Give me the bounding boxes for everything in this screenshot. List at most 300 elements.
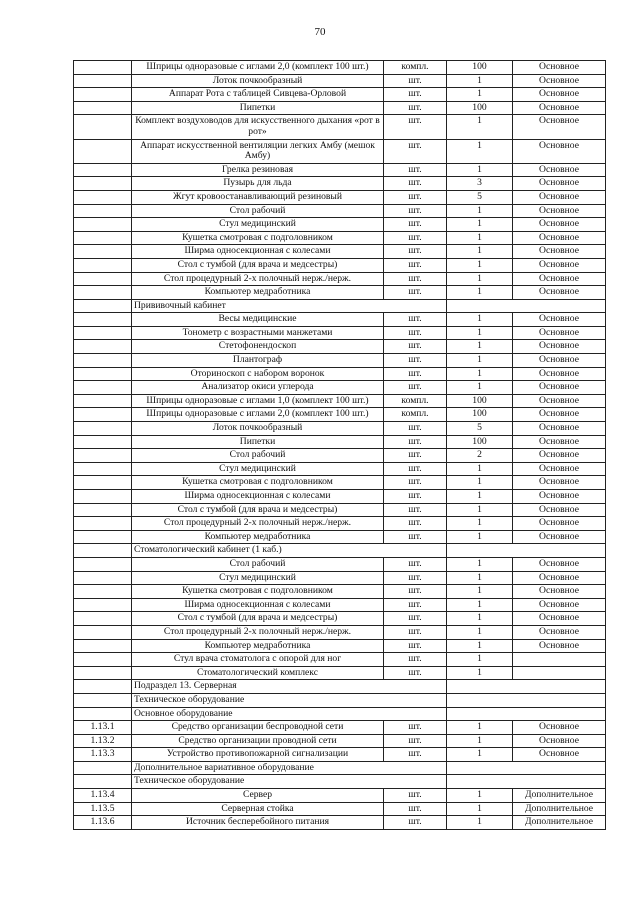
- item-quantity: 1: [447, 802, 513, 816]
- item-number: [74, 449, 132, 463]
- item-type: Основное: [513, 139, 606, 163]
- table-row: [74, 530, 606, 544]
- table-row: [74, 571, 606, 585]
- item-number: [74, 204, 132, 218]
- item-name: Средство организации беспроводной сети: [132, 721, 384, 735]
- item-number: 1.13.5: [74, 802, 132, 816]
- item-name: Стол процедурный 2-х полочный нерж./нерж.: [132, 517, 384, 531]
- item-type: Основное: [513, 354, 606, 368]
- item-number: [74, 74, 132, 88]
- table-row: [74, 503, 606, 517]
- table-row: [74, 313, 606, 327]
- item-unit: шт.: [384, 639, 447, 653]
- item-type: Основное: [513, 639, 606, 653]
- page-number: 70: [314, 26, 326, 38]
- item-type: Основное: [513, 503, 606, 517]
- table-row: [74, 74, 606, 88]
- item-quantity: 1: [447, 612, 513, 626]
- item-name: Весы медицинские: [132, 313, 384, 327]
- equipment-table: [73, 60, 606, 830]
- item-name: Шприцы одноразовые с иглами 1,0 (комплект 100 шт.): [132, 394, 384, 408]
- table-row: [74, 204, 606, 218]
- item-quantity: 1: [447, 585, 513, 599]
- table-row: [74, 585, 606, 599]
- item-name: Сервер: [132, 789, 384, 803]
- table-row: [74, 177, 606, 191]
- item-type: Основное: [513, 571, 606, 585]
- item-unit: шт.: [384, 612, 447, 626]
- item-number: [74, 394, 132, 408]
- section-title: Основное оборудование: [132, 707, 447, 721]
- item-number: [74, 666, 132, 680]
- item-unit: шт.: [384, 204, 447, 218]
- row-number-cell: [74, 707, 132, 721]
- table-row: [74, 381, 606, 395]
- item-quantity: 1: [447, 272, 513, 286]
- item-unit: шт.: [384, 163, 447, 177]
- item-type: Основное: [513, 340, 606, 354]
- item-name: Стол с тумбой (для врача и медсестры): [132, 503, 384, 517]
- table-row: [74, 449, 606, 463]
- item-number: [74, 503, 132, 517]
- item-type: Основное: [513, 381, 606, 395]
- item-unit: компл.: [384, 61, 447, 75]
- item-name: Серверная стойка: [132, 802, 384, 816]
- row-number-cell: [74, 544, 132, 558]
- table-row: [74, 748, 606, 762]
- item-unit: шт.: [384, 449, 447, 463]
- item-type: Основное: [513, 394, 606, 408]
- item-name: Компьютер медработника: [132, 286, 384, 300]
- item-type: Основное: [513, 218, 606, 232]
- table-row: [74, 367, 606, 381]
- table-row: [74, 408, 606, 422]
- item-name: Стол процедурный 2-х полочный нерж./нерж.: [132, 625, 384, 639]
- item-unit: шт.: [384, 748, 447, 762]
- item-type: Основное: [513, 258, 606, 272]
- item-unit: шт.: [384, 422, 447, 436]
- table-row: [74, 231, 606, 245]
- table-row: [74, 462, 606, 476]
- table-row: [74, 598, 606, 612]
- item-number: [74, 490, 132, 504]
- item-unit: шт.: [384, 625, 447, 639]
- item-name: Шприцы одноразовые с иглами 2,0 (комплект 100 шт.): [132, 408, 384, 422]
- section-title: Техническое оборудование: [132, 775, 447, 789]
- item-quantity: 2: [447, 449, 513, 463]
- table-row: [74, 115, 606, 139]
- item-unit: шт.: [384, 326, 447, 340]
- table-row: [74, 639, 606, 653]
- item-quantity: 100: [447, 394, 513, 408]
- item-unit: шт.: [384, 231, 447, 245]
- item-number: [74, 139, 132, 163]
- item-unit: шт.: [384, 557, 447, 571]
- item-type: [513, 653, 606, 667]
- table-row: [74, 61, 606, 75]
- item-name: Ширма односекционная с колесами: [132, 245, 384, 259]
- row-number-cell: [74, 299, 132, 313]
- section-title: Стоматологический кабинет (1 каб.): [132, 544, 447, 558]
- item-number: [74, 101, 132, 115]
- table-row: [74, 612, 606, 626]
- item-name: Анализатор окиси углерода: [132, 381, 384, 395]
- item-number: [74, 585, 132, 599]
- item-unit: шт.: [384, 340, 447, 354]
- item-number: [74, 245, 132, 259]
- table-row: [74, 721, 606, 735]
- item-number: [74, 218, 132, 232]
- item-unit: шт.: [384, 245, 447, 259]
- item-type: Основное: [513, 88, 606, 102]
- item-unit: шт.: [384, 88, 447, 102]
- row-number-cell: [74, 680, 132, 694]
- item-number: [74, 598, 132, 612]
- table-row: [74, 88, 606, 102]
- item-name: Средство организации проводной сети: [132, 734, 384, 748]
- table-row: [74, 354, 606, 368]
- item-name: Стул врача стоматолога с опорой для ног: [132, 653, 384, 667]
- item-quantity: 100: [447, 61, 513, 75]
- section-row: [74, 761, 606, 775]
- empty-cell: [447, 693, 606, 707]
- item-name: Стул медицинский: [132, 218, 384, 232]
- table-row: [74, 653, 606, 667]
- item-type: Основное: [513, 585, 606, 599]
- item-name: Кушетка смотровая с подголовником: [132, 585, 384, 599]
- section-title: Подраздел 13. Серверная: [132, 680, 447, 694]
- item-quantity: 1: [447, 517, 513, 531]
- item-quantity: 1: [447, 557, 513, 571]
- table-row: [74, 101, 606, 115]
- item-unit: шт.: [384, 190, 447, 204]
- item-quantity: 1: [447, 313, 513, 327]
- row-number-cell: [74, 775, 132, 789]
- item-name: Стол процедурный 2-х полочный нерж./нерж.: [132, 272, 384, 286]
- table-row: [74, 163, 606, 177]
- item-name: Стул медицинский: [132, 571, 384, 585]
- item-type: Основное: [513, 625, 606, 639]
- item-unit: шт.: [384, 462, 447, 476]
- section-title: Прививочный кабинет: [132, 299, 447, 313]
- item-number: [74, 422, 132, 436]
- item-type: Основное: [513, 367, 606, 381]
- item-name: Компьютер медработника: [132, 530, 384, 544]
- table-row: [74, 789, 606, 803]
- item-number: [74, 653, 132, 667]
- table-row: [74, 258, 606, 272]
- table-row: [74, 435, 606, 449]
- item-quantity: 1: [447, 218, 513, 232]
- item-number: [74, 115, 132, 139]
- item-quantity: 1: [447, 598, 513, 612]
- item-unit: шт.: [384, 354, 447, 368]
- item-quantity: 1: [447, 88, 513, 102]
- item-quantity: 1: [447, 462, 513, 476]
- item-type: Основное: [513, 204, 606, 218]
- item-name: Кушетка смотровая с подголовником: [132, 476, 384, 490]
- item-number: 1.13.2: [74, 734, 132, 748]
- item-quantity: 1: [447, 258, 513, 272]
- item-type: Основное: [513, 245, 606, 259]
- item-name: Ширма односекционная с колесами: [132, 490, 384, 504]
- item-name: Ширма односекционная с колесами: [132, 598, 384, 612]
- item-name: Стоматологический комплекс: [132, 666, 384, 680]
- item-quantity: 1: [447, 666, 513, 680]
- section-row: [74, 693, 606, 707]
- item-name: Стетофонендоскоп: [132, 340, 384, 354]
- item-unit: шт.: [384, 530, 447, 544]
- item-name: Пузырь для льда: [132, 177, 384, 191]
- item-type: Основное: [513, 177, 606, 191]
- item-unit: шт.: [384, 74, 447, 88]
- item-quantity: 1: [447, 354, 513, 368]
- empty-cell: [447, 680, 606, 694]
- item-type: Дополнительное: [513, 789, 606, 803]
- item-number: [74, 177, 132, 191]
- table-row: [74, 816, 606, 830]
- table-row: [74, 286, 606, 300]
- item-number: [74, 557, 132, 571]
- item-quantity: 1: [447, 286, 513, 300]
- item-type: Основное: [513, 74, 606, 88]
- section-title: Дополнительное вариативное оборудование: [132, 761, 447, 775]
- empty-cell: [447, 299, 606, 313]
- item-number: [74, 326, 132, 340]
- item-type: Основное: [513, 435, 606, 449]
- item-name: Кушетка смотровая с подголовником: [132, 231, 384, 245]
- table-row: [74, 625, 606, 639]
- item-type: Основное: [513, 462, 606, 476]
- item-number: [74, 88, 132, 102]
- empty-cell: [447, 707, 606, 721]
- item-unit: шт.: [384, 721, 447, 735]
- item-name: Лоток почкообразный: [132, 422, 384, 436]
- item-name: Пипетки: [132, 435, 384, 449]
- item-unit: шт.: [384, 666, 447, 680]
- item-quantity: 1: [447, 571, 513, 585]
- item-quantity: 100: [447, 101, 513, 115]
- item-quantity: 1: [447, 721, 513, 735]
- item-quantity: 1: [447, 74, 513, 88]
- table-row: [74, 734, 606, 748]
- item-unit: шт.: [384, 653, 447, 667]
- section-row: [74, 299, 606, 313]
- item-type: Основное: [513, 163, 606, 177]
- section-row: [74, 680, 606, 694]
- table-row: [74, 272, 606, 286]
- item-quantity: 1: [447, 367, 513, 381]
- item-unit: шт.: [384, 734, 447, 748]
- item-number: [74, 190, 132, 204]
- item-unit: шт.: [384, 490, 447, 504]
- section-row: [74, 544, 606, 558]
- item-unit: шт.: [384, 177, 447, 191]
- item-quantity: 1: [447, 163, 513, 177]
- item-unit: шт.: [384, 816, 447, 830]
- item-quantity: 1: [447, 139, 513, 163]
- item-number: [74, 435, 132, 449]
- item-quantity: 5: [447, 422, 513, 436]
- item-type: Основное: [513, 598, 606, 612]
- item-type: Основное: [513, 490, 606, 504]
- table-row: [74, 557, 606, 571]
- table-row: [74, 340, 606, 354]
- item-type: Основное: [513, 326, 606, 340]
- item-type: Основное: [513, 734, 606, 748]
- item-type: Основное: [513, 231, 606, 245]
- item-unit: шт.: [384, 476, 447, 490]
- item-type: Основное: [513, 517, 606, 531]
- item-number: [74, 408, 132, 422]
- item-unit: шт.: [384, 272, 447, 286]
- section-row: [74, 707, 606, 721]
- item-type: Основное: [513, 449, 606, 463]
- item-number: 1.13.6: [74, 816, 132, 830]
- row-number-cell: [74, 693, 132, 707]
- item-number: 1.13.1: [74, 721, 132, 735]
- item-type: Основное: [513, 61, 606, 75]
- item-name: Устройство противопожарной сигнализации: [132, 748, 384, 762]
- table-row: [74, 517, 606, 531]
- item-name: Стол с тумбой (для врача и медсестры): [132, 612, 384, 626]
- item-number: 1.13.3: [74, 748, 132, 762]
- item-unit: шт.: [384, 598, 447, 612]
- item-number: [74, 639, 132, 653]
- item-quantity: 1: [447, 625, 513, 639]
- item-unit: шт.: [384, 571, 447, 585]
- table-row: [74, 326, 606, 340]
- item-number: 1.13.4: [74, 789, 132, 803]
- item-number: [74, 272, 132, 286]
- item-number: [74, 286, 132, 300]
- item-type: Основное: [513, 313, 606, 327]
- table-row: [74, 394, 606, 408]
- item-number: [74, 340, 132, 354]
- item-number: [74, 517, 132, 531]
- table-row: [74, 666, 606, 680]
- item-number: [74, 530, 132, 544]
- item-quantity: 1: [447, 789, 513, 803]
- item-type: Основное: [513, 476, 606, 490]
- item-name: Аппарат искусственной вентиляции легких Амбу (мешок Амбу): [132, 139, 384, 163]
- item-unit: компл.: [384, 408, 447, 422]
- item-type: Основное: [513, 115, 606, 139]
- item-unit: шт.: [384, 381, 447, 395]
- item-type: Основное: [513, 408, 606, 422]
- item-unit: шт.: [384, 139, 447, 163]
- table-row: [74, 139, 606, 163]
- item-type: Основное: [513, 721, 606, 735]
- item-quantity: 1: [447, 326, 513, 340]
- table-row: [74, 476, 606, 490]
- item-quantity: 1: [447, 653, 513, 667]
- item-quantity: 1: [447, 115, 513, 139]
- empty-cell: [447, 761, 606, 775]
- item-name: Источник бесперебойного питания: [132, 816, 384, 830]
- item-number: [74, 231, 132, 245]
- item-unit: шт.: [384, 517, 447, 531]
- item-type: Основное: [513, 557, 606, 571]
- row-number-cell: [74, 761, 132, 775]
- item-quantity: 1: [447, 490, 513, 504]
- item-name: Лоток почкообразный: [132, 74, 384, 88]
- item-quantity: 100: [447, 408, 513, 422]
- item-name: Стул медицинский: [132, 462, 384, 476]
- item-name: Шприцы одноразовые с иглами 2,0 (комплект 100 шт.): [132, 61, 384, 75]
- item-unit: шт.: [384, 802, 447, 816]
- item-unit: шт.: [384, 789, 447, 803]
- item-name: Тонометр с возрастными манжетами: [132, 326, 384, 340]
- item-number: [74, 258, 132, 272]
- item-unit: шт.: [384, 115, 447, 139]
- item-name: Стол рабочий: [132, 557, 384, 571]
- item-unit: шт.: [384, 286, 447, 300]
- item-name: Компьютер медработника: [132, 639, 384, 653]
- item-quantity: 1: [447, 381, 513, 395]
- table-row: [74, 490, 606, 504]
- item-type: Основное: [513, 530, 606, 544]
- item-type: Основное: [513, 748, 606, 762]
- item-name: Стол с тумбой (для врача и медсестры): [132, 258, 384, 272]
- item-quantity: 100: [447, 435, 513, 449]
- item-quantity: 1: [447, 530, 513, 544]
- item-number: [74, 61, 132, 75]
- section-title: Техническое оборудование: [132, 693, 447, 707]
- table-row: [74, 190, 606, 204]
- empty-cell: [447, 544, 606, 558]
- item-unit: шт.: [384, 367, 447, 381]
- item-name: Грелка резиновая: [132, 163, 384, 177]
- item-unit: шт.: [384, 435, 447, 449]
- equipment-table-body: [74, 61, 606, 830]
- item-unit: шт.: [384, 218, 447, 232]
- item-quantity: 1: [447, 204, 513, 218]
- item-quantity: 1: [447, 245, 513, 259]
- item-number: [74, 612, 132, 626]
- item-number: [74, 625, 132, 639]
- item-quantity: 1: [447, 340, 513, 354]
- item-type: [513, 666, 606, 680]
- item-number: [74, 381, 132, 395]
- item-type: Дополнительное: [513, 802, 606, 816]
- item-unit: компл.: [384, 394, 447, 408]
- item-number: [74, 367, 132, 381]
- item-quantity: 1: [447, 816, 513, 830]
- table-row: [74, 245, 606, 259]
- item-unit: шт.: [384, 313, 447, 327]
- table-row: [74, 218, 606, 232]
- item-number: [74, 163, 132, 177]
- table-row: [74, 422, 606, 436]
- item-type: Основное: [513, 612, 606, 626]
- item-number: [74, 313, 132, 327]
- item-name: Оториноскоп с набором воронок: [132, 367, 384, 381]
- item-name: Аппарат Рота с таблицей Сивцева-Орловой: [132, 88, 384, 102]
- item-name: Жгут кровоостанавливающий резиновый: [132, 190, 384, 204]
- item-number: [74, 354, 132, 368]
- item-unit: шт.: [384, 101, 447, 115]
- item-number: [74, 476, 132, 490]
- item-type: Основное: [513, 286, 606, 300]
- item-type: Основное: [513, 422, 606, 436]
- item-quantity: 1: [447, 231, 513, 245]
- item-type: Основное: [513, 190, 606, 204]
- item-type: Основное: [513, 272, 606, 286]
- item-number: [74, 571, 132, 585]
- item-type: Дополнительное: [513, 816, 606, 830]
- item-unit: шт.: [384, 258, 447, 272]
